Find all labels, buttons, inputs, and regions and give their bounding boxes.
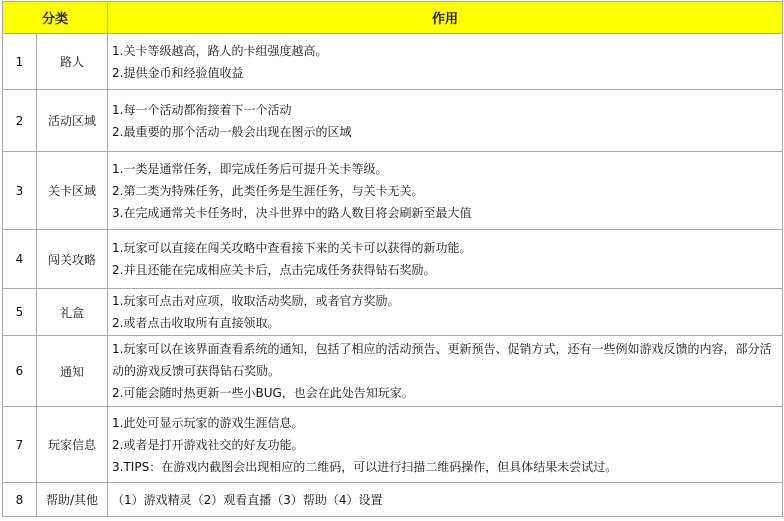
description-line: 1.此处可显示玩家的游戏生涯信息。	[112, 415, 304, 430]
row-description	[108, 34, 783, 90]
row-category: 关卡区域	[37, 152, 108, 230]
description-line: 2.可能会随时热更新一些小BUG，也会在此处告知玩家。	[112, 386, 414, 400]
description-line: 2.或者点击收取所有直接领取。	[112, 316, 280, 330]
row-category: 帮助/其他	[37, 483, 108, 517]
table-row	[3, 152, 783, 230]
table-row	[3, 34, 783, 90]
description-line: （1）游戏精灵（2）观看直播（3）帮助（4）设置	[112, 492, 383, 507]
header-function: 作用	[108, 2, 783, 34]
description-line: 2.或者是打开游戏社交的好友功能。	[112, 437, 304, 452]
table-row	[3, 230, 783, 289]
description-line: 2.第二类为特殊任务，此类任务是生涯任务，与关卡无关。	[112, 183, 424, 198]
description-line: 2.提供金币和经验值收益	[112, 65, 244, 80]
row-category: 玩家信息	[37, 407, 108, 483]
description-line: 3.在完成通常关卡任务时，决斗世界中的路人数目将会刷新至最大值	[112, 205, 472, 220]
table-row	[3, 90, 783, 152]
row-number: 3	[3, 152, 37, 230]
row-number: 6	[3, 336, 37, 407]
table-row	[3, 289, 783, 336]
row-category: 礼盒	[37, 289, 108, 336]
row-number: 1	[3, 34, 37, 90]
description-line: 2.最重要的那个活动一般会出现在图示的区域	[112, 124, 352, 139]
row-number: 5	[3, 289, 37, 336]
table-row	[3, 407, 783, 483]
row-description	[108, 289, 783, 336]
description-line: 1.一类是通常任务，即完成任务后可提升关卡等级。	[112, 161, 388, 176]
row-description	[108, 152, 783, 230]
table-row	[3, 483, 783, 517]
description-line: 1.关卡等级越高，路人的卡组强度越高。	[112, 43, 328, 58]
row-description	[108, 90, 783, 152]
header-category: 分类	[3, 2, 108, 34]
row-category: 闯关攻略	[37, 230, 108, 289]
description-line: 2.并且还能在完成相应关卡后，点击完成任务获得钻石奖励。	[112, 263, 436, 277]
row-number: 4	[3, 230, 37, 289]
row-description	[108, 483, 783, 517]
row-description	[108, 336, 783, 407]
header-row	[3, 2, 783, 34]
row-category: 活动区域	[37, 90, 108, 152]
description-line: 3.TIPS：在游戏内截图会出现相应的二维码，可以进行扫描二维码操作，但具体结果未尝试过。	[112, 459, 618, 474]
description-line: 1.玩家可以在该界面查看系统的通知，包括了相应的活动预告、更新预告、促销方式，还有一些例如游戏反馈的内容，部分活动的游戏反馈可获得钻石奖励。	[112, 342, 772, 378]
row-description	[108, 230, 783, 289]
row-category: 路人	[37, 34, 108, 90]
table-row	[3, 336, 783, 407]
row-number: 7	[3, 407, 37, 483]
description-line: 1.玩家可点击对应项，收取活动奖励，或者官方奖励。	[112, 294, 400, 308]
row-number: 2	[3, 90, 37, 152]
description-line: 1.每一个活动都衔接着下一个活动	[112, 102, 292, 117]
description-line: 1.玩家可以直接在闯关攻略中查看接下来的关卡可以获得的新功能。	[112, 241, 472, 255]
feature-table	[2, 1, 783, 517]
row-category: 通知	[37, 336, 108, 407]
row-description	[108, 407, 783, 483]
row-number: 8	[3, 483, 37, 517]
